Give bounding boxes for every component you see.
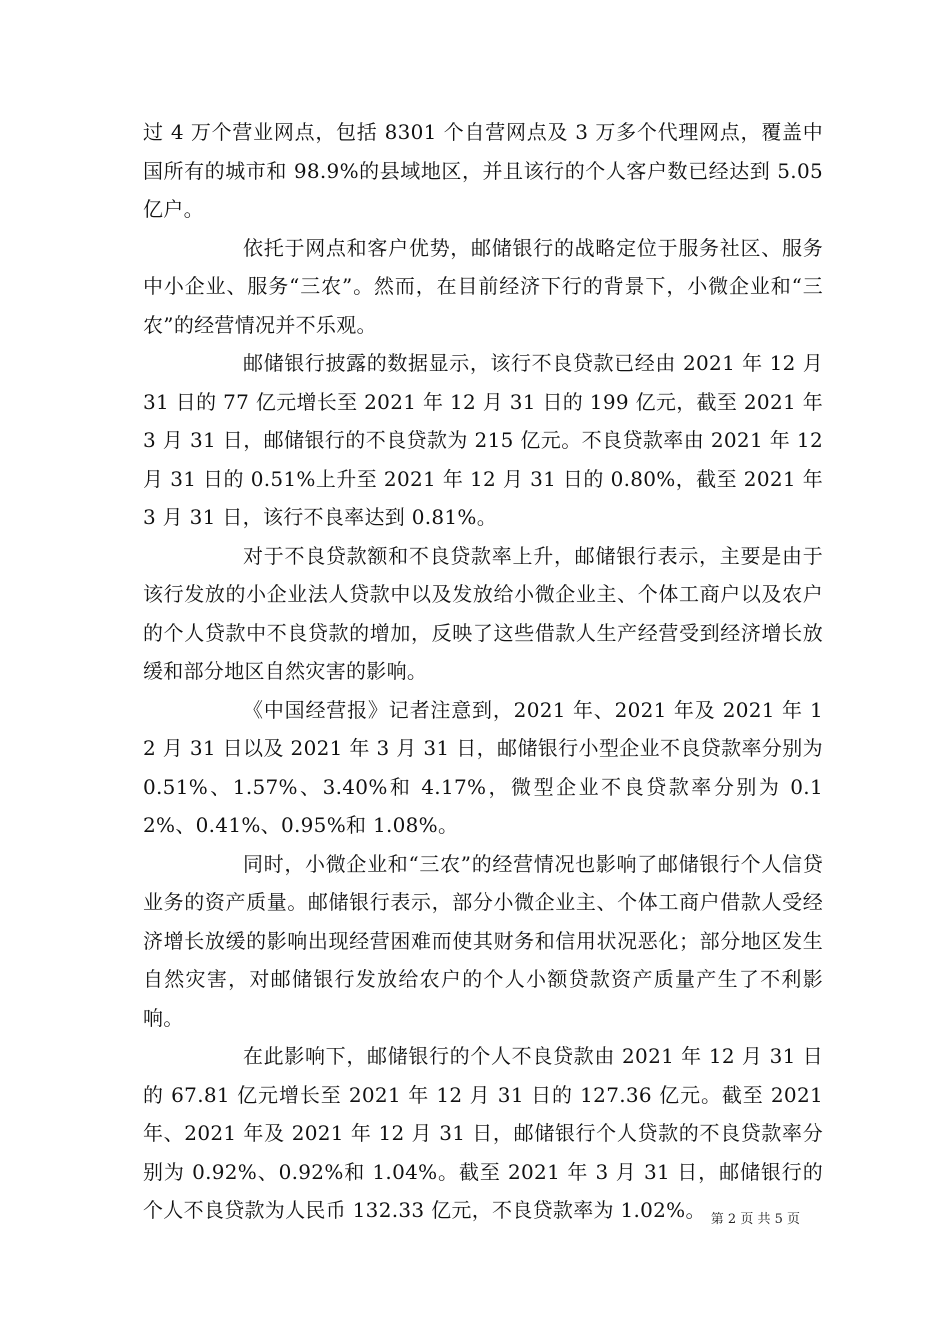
paragraph-npl-reason: 对于不良贷款额和不良贷款率上升，邮储银行表示，主要是由于该行发放的小企业法人贷款中以及发放给小微企业主、个体工商户以及农户的个人贷款中不良贷款的增加，反映了这些借款人生产经营受到经济增长放缓和部分地区自然灾害的影响。 xyxy=(143,543,823,683)
paragraph-npl-data: 邮储银行披露的数据显示，该行不良贷款已经由 2021 年 12 月 31 日的 77 亿元增长至 2021 年 12 月 31 日的 199 亿元，截至 2021 年 3 月 31 日，邮储银行的不良贷款为 215 亿元。不良贷款率由 2021 年 12 月 31 日的 0.51%上升至 2021 年 12 月 31 日的 0.80%，截至 2021 年 3 月 31 日，该行不良率达到 0.81%。 xyxy=(143,351,823,529)
paragraph-personal-npl: 在此影响下，邮储银行的个人不良贷款由 2021 年 12 月 31 日的 67.81 亿元增长至 2021 年 12 月 31 日的 127.36 亿元。截至 2021 年、2021 年及 2021 年 12 月 31 日，邮储银行个人贷款的不良贷款率分别为 0.92%、0.92%和 1.04%。截至 2021 年 3 月 31 日，邮储银行的个人不良贷款为人民币 132.33 亿元，不良贷款率为 1.02%。 xyxy=(143,1044,823,1222)
paragraph-strategy: 依托于网点和客户优势，邮储银行的战略定位于服务社区、服务中小企业、服务“三农”。然而，在目前经济下行的背景下，小微企业和“三农”的经营情况并不乐观。 xyxy=(143,235,823,337)
paragraph-personal-credit-quality: 同时，小微企业和“三农”的经营情况也影响了邮储银行个人信贷业务的资产质量。邮储银行表示，部分小微企业主、个体工商户借款人受经济增长放缓的影响出现经营困难而使其财务和信用状况恶化；部分地区发生自然灾害，对邮储银行发放给农户的个人小额贷款资产质量产生了不利影响。 xyxy=(143,851,823,1030)
document-body xyxy=(143,113,823,1230)
paragraph-continuation: 过 4 万个营业网点，包括 8301 个自营网点及 3 万多个代理网点，覆盖中国所有的城市和 98.9%的县域地区，并且该行的个人客户数已经达到 5.05 亿户。 xyxy=(143,120,823,221)
paragraph-small-enterprise-rates: 《中国经营报》记者注意到，2021 年、2021 年及 2021 年 12 月 31 日以及 2021 年 3 月 31 日，邮储银行小型企业不良贷款率分别为 0.51%、1.57%、3.40%和 4.17%，微型企业不良贷款率分别为 0.12%、0.41%、0.95%和 1.08%。 xyxy=(143,697,823,837)
page-number: 第 2 页 共 5 页 xyxy=(710,1212,800,1227)
